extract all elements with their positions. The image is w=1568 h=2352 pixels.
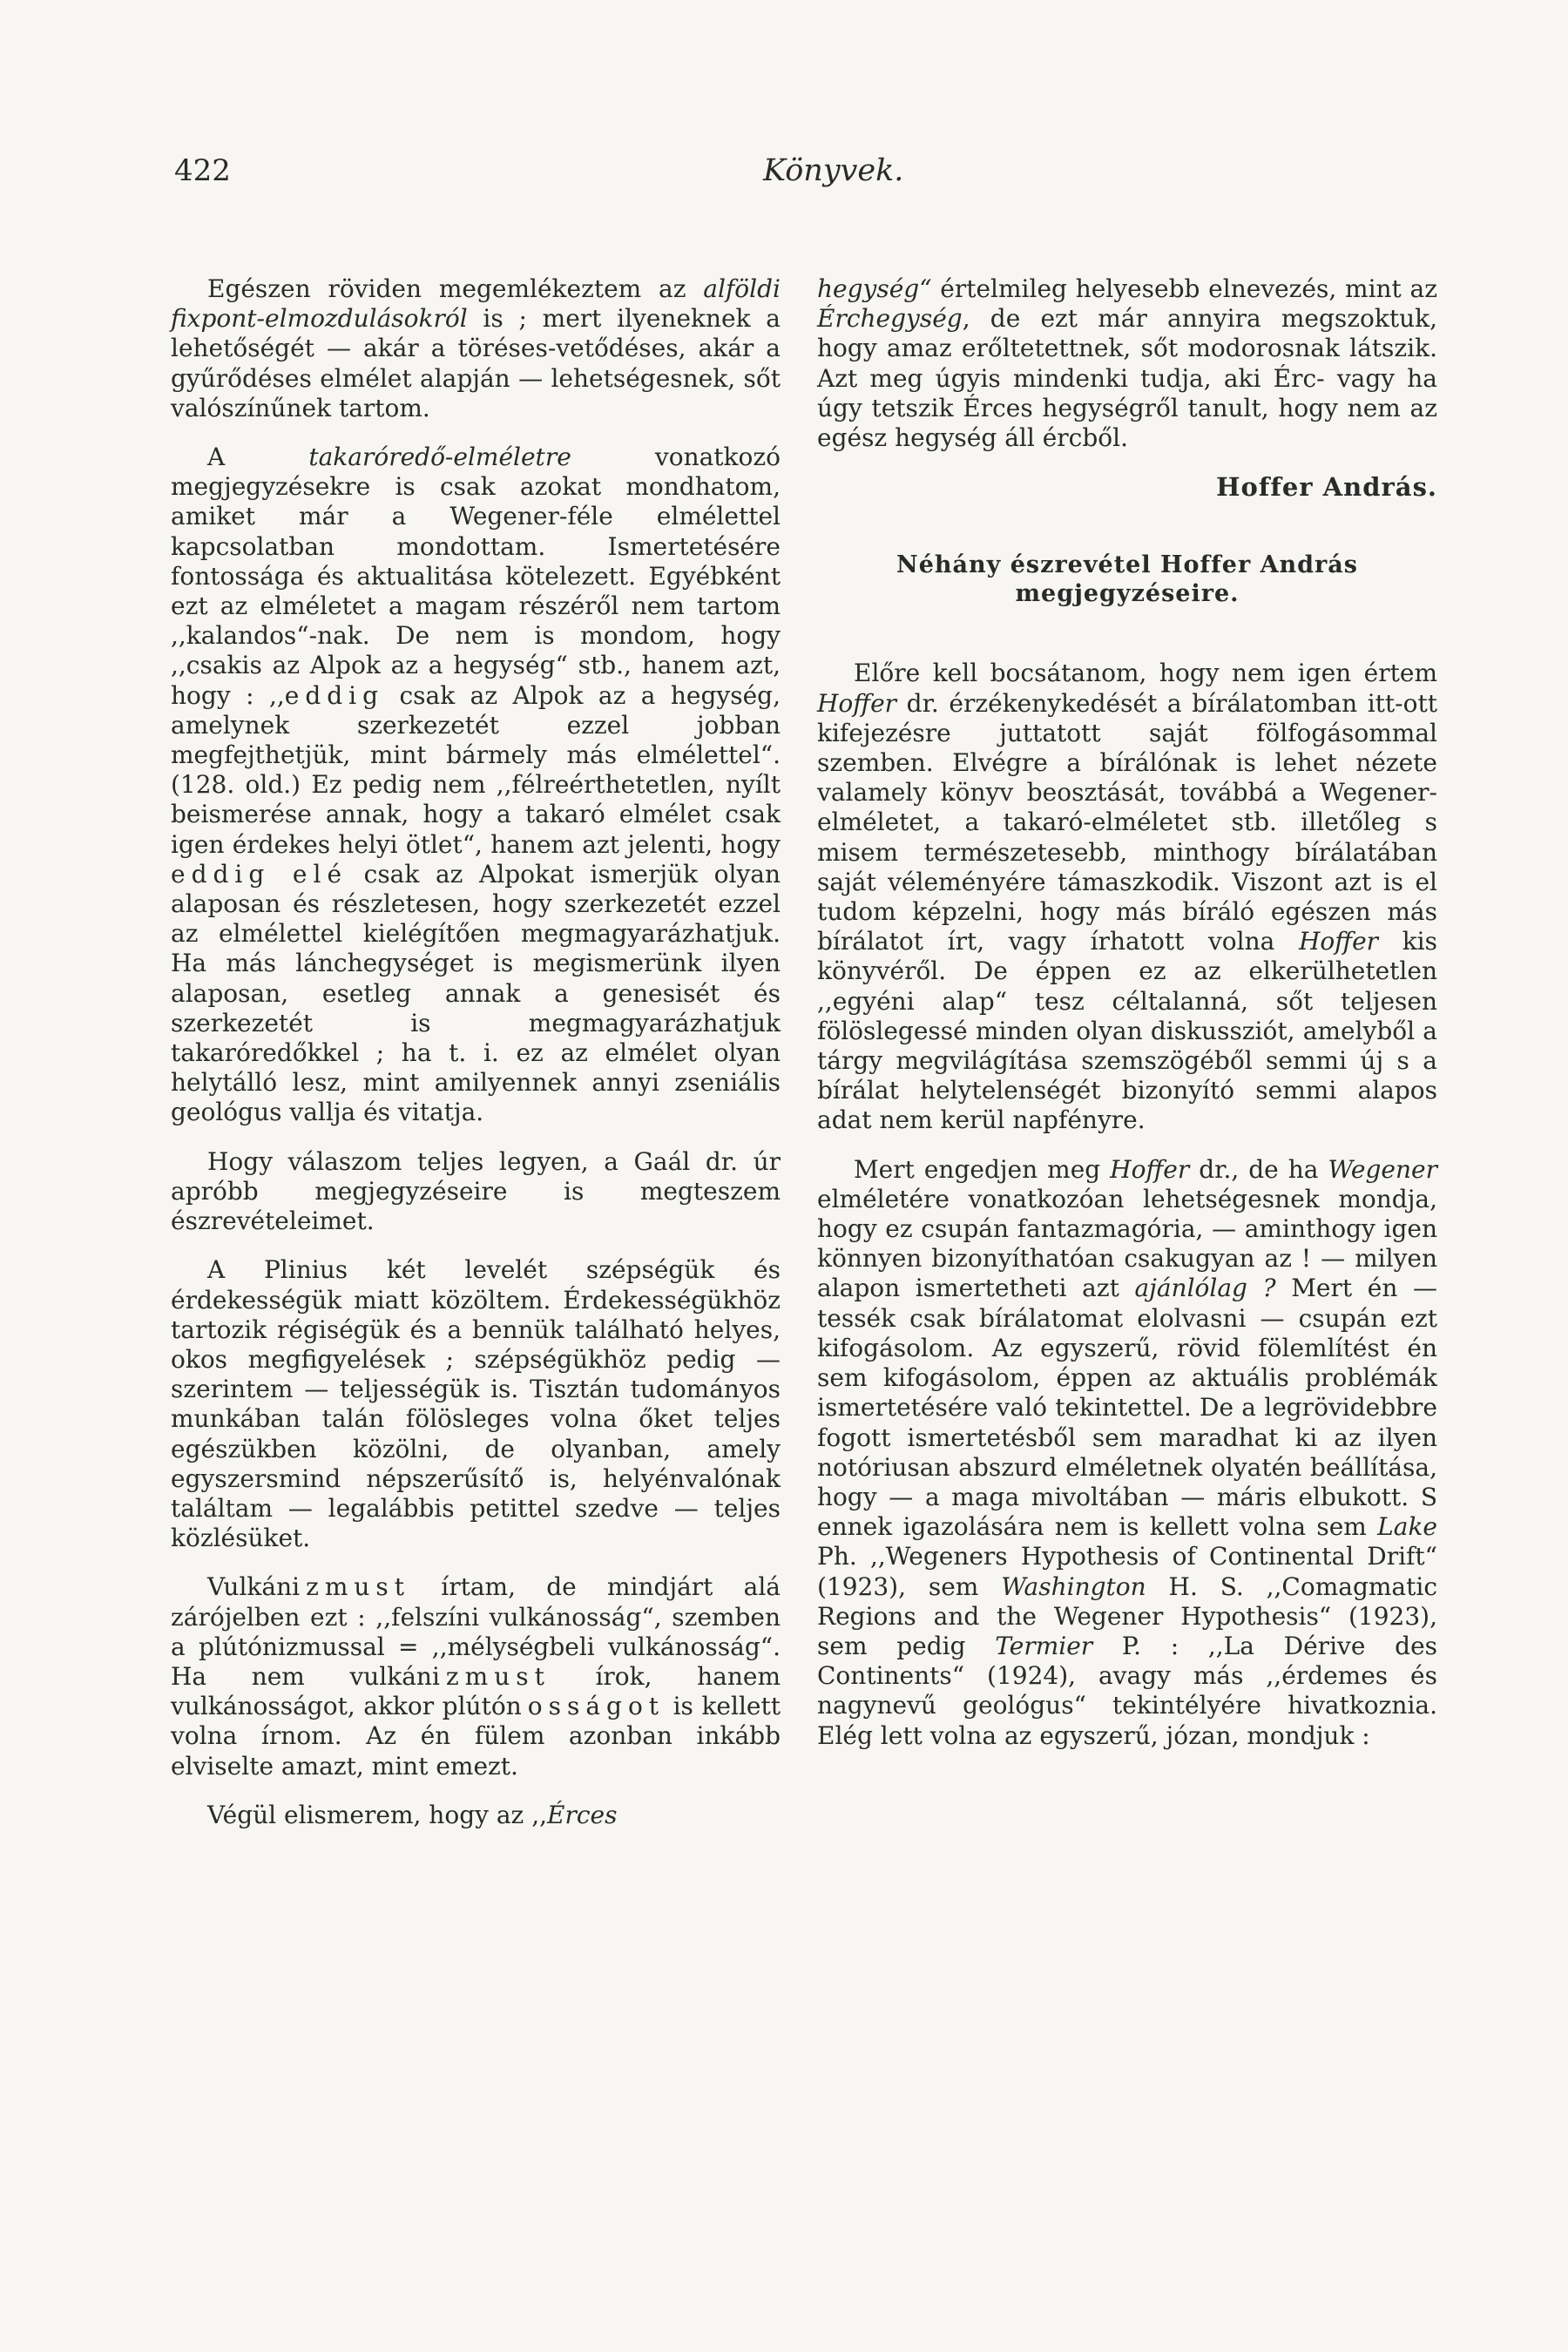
text-run: Ph. ,,Wegeners Hypothesis of Continental Drift“ (1923), sem — [817, 1542, 1437, 1601]
text-run: izmust — [431, 1661, 551, 1691]
text-run: is kellett volna írnom. Az én fülem azonban inkább elviselte amazt, mint emezt. — [171, 1692, 781, 1781]
text-run: Előre kell bocsátanom, hogy nem igen értem — [854, 659, 1437, 688]
text-run: csak az Alpokat ismerjük olyan alaposan és részletesen, hogy szerkezetét ezzel az elmélettel kielégítően megmagyarázhatjuk. Ha más lánchegységet is megismerünk ilyen alaposan, esetleg annak a genesisét és szerkezetét is megmagyarázhatjuk takaróredőkkel ; ha t. i. ez az elmélet olyan helytálló lesz, mint amilyennek annyi zseniális geológus vallja és vitatja. — [171, 859, 781, 1127]
text-run: Washington — [1001, 1571, 1146, 1601]
text-run: Egészen röviden megemlékeztem az — [207, 274, 704, 303]
text-run: Érces — [547, 1800, 618, 1829]
text-run: takaróredő-elméletre — [308, 443, 571, 472]
text-run: dr. érzékenykedését a bírálatomban itt-ott kifejezésre juttatott saját fölfogásommal szemben. Elvégre a bírálónak is lehet nézete valamely könyv beosztását, továbbá a Wegener-elméletet, a takaró-elméletet stb. illetőleg s misem természetesebb, minthogy bírálatában saját véleményére támaszkodik. Viszont azt is el tudom képzelni, hogy más bíráló egészen más bírálatot írt, vagy írhatott volna — [817, 688, 1437, 956]
text-run: írtam, de mindjárt alá zárójelben ezt : ,,felszíni vulkánosság“, szemben a plútónizmussal = ,,mélységbeli vulkánosság“. Ha nem vulkán — [171, 1572, 781, 1691]
text-run: eddig — [284, 680, 385, 710]
text-run: dr., de ha — [1189, 1154, 1328, 1184]
text-run: Wegener — [1328, 1154, 1437, 1184]
text-run: írok, hanem vulkánosságot, akkor plútó — [171, 1661, 781, 1721]
continued-paragraph — [817, 274, 1437, 453]
text-run: H. S. ,,Comagmatic Regions and the Wegener Hypothesis“ (1923), sem pedig — [817, 1571, 1437, 1660]
text-run: A Plinius két levelét szépségük és érdekességük miatt közöltem. Érdekességükhöz tartozik régiségük és a bennük található helyes, okos megfigyelések ; szépségükhöz pedig — szerintem — teljességük is. Tisztán tudományos munkában talán fölösleges volna őket teljes egészükben közölni, de olyanban, amely egyszersmind népszerűsítő is, helyénvalónak találtam — legalábbis petittel szedve — teljes közlésüket. — [171, 1255, 781, 1553]
paragraph — [171, 443, 781, 1128]
text-run: A — [207, 443, 309, 472]
text-run: értelmileg helyesebb elnevezés, mint az — [931, 274, 1437, 303]
page-header — [174, 153, 1411, 197]
text-run: Mert én — tessék csak bírálatomat elolvasni — csupán ezt kifogásolom. Az egyszerű, rövid fölemlítést én sem kifogásolom, éppen az aktuális problémák ismertetésére való tekintettel. De a legrövidebbre fogott ismertetésből sem maradhat ki az ilyen notóriusan abszurd elméletnek olyatén beállítása, hogy — a maga mivoltában — máris elbukott. S ennek igazolására nem is kellett volna sem — [817, 1274, 1437, 1542]
text-run: Érchegység — [817, 304, 963, 334]
page-number: 422 — [174, 153, 231, 188]
response-title — [817, 551, 1437, 608]
response-title-line: Néhány észrevétel Hoffer András — [896, 551, 1358, 579]
text-run: Végül elismerem, hogy az ,, — [207, 1800, 547, 1829]
text-run: kis könyvéről. De éppen ez az elkerülhetetlen ,,egyéni alap“ tesz céltalanná, sőt teljesen fölöslegessé minden olyan diskussziót, amelyből a tárgy megvilágítása szemszögéből semmi új s a bírálat helytelenségét bizonyító semmi alapos adat nem kerül napfényre. — [817, 927, 1437, 1135]
paragraph — [171, 274, 781, 423]
text-run: Hoffer — [1298, 927, 1379, 956]
text-run: P. : ,,La Dérive des Continents“ (1924), avagy más ,,érdemes és nagynevű geológus“ tekintélyére hivatkoznia. Elég lett volna az egyszerű, józan, mondjuk : — [817, 1631, 1438, 1750]
text-run: , de ezt már annyira megszoktuk, hogy amaz erőltetettnek, sőt modorosnak látszik. Azt meg úgyis mindenki tudja, aki Érc- vagy ha úgy tetszik Érces hegységről tanult, hogy nem az egész hegység áll ércből. — [817, 304, 1437, 453]
text-run: hegység“ — [817, 274, 932, 303]
paragraph — [817, 1155, 1437, 1751]
author-signature: Hoffer András. — [1216, 472, 1437, 503]
text-run: vonatkozó megjegyzésekre is csak azokat mondhatom, amiket már a Wegener-féle elmélettel kapcsolatban mondottam. Ismertetésére fontossága és aktualitása kötelezett. Egyébként ezt az elméletet a magam részéről nem tartom ,,kalandos“-nak. De nem is mondom, hogy ,,csakis az Alpok az a hegység“ stb., hanem azt, hogy : ,, — [171, 443, 781, 710]
text-run: izmust — [292, 1572, 411, 1602]
paragraph — [171, 1801, 781, 1830]
response-title-line: megjegyzéseire. — [1015, 580, 1240, 608]
text-run: nosságot — [505, 1692, 666, 1721]
text-run: eddig elé — [171, 859, 348, 889]
text-run: Lake — [1377, 1512, 1437, 1542]
text-run: elméletére vonatkozóan lehetségesnek mondja, hogy ez csupán fantazmagória, — aminthogy igen könnyen bizonyíthatóan csakugyan az ! — milyen alapon ismertetheti azt — [817, 1184, 1437, 1303]
text-run: is ; mert ilyeneknek a lehetőségét — akár a töréses-vetődéses, akár a gyűrődéses elmélet alapján — lehetségesnek, sőt valószínűnek tartom. — [171, 304, 781, 422]
text-run: Hogy válaszom teljes legyen, a Gaál dr. úr apróbb megjegyzéseire is megteszem észrevételeimet. — [171, 1146, 781, 1236]
text-run: Hoffer — [817, 688, 897, 718]
paragraph — [171, 1572, 781, 1781]
text-run: alföldi fixpont-elmozdulásokról — [171, 274, 781, 334]
left-column — [171, 274, 781, 1849]
text-run: Vulkán — [207, 1572, 293, 1602]
text-run: csak az Alpok az a hegység, amelynek szerkezetét ezzel jobban megfejthetjük, mint bármely más elmélettel“. (128. old.) Ez pedig nem ,,félreérthetetlen, nyílt beismerése annak, hogy a takaró elmélet csak igen érdekes helyi ötlet“, hanem azt jelenti, hogy — [171, 680, 781, 859]
text-run: Mert engedjen meg — [854, 1154, 1111, 1184]
running-head: Könyvek. — [763, 153, 904, 188]
paragraph — [817, 659, 1437, 1135]
right-column — [817, 274, 1437, 1770]
text-run: Termier — [995, 1631, 1093, 1660]
text-run: ajánlólag ? — [1134, 1274, 1276, 1303]
response-body — [817, 659, 1437, 1750]
paragraph — [171, 1147, 781, 1237]
paragraph — [171, 1255, 781, 1553]
text-run: Hoffer — [1110, 1154, 1190, 1184]
